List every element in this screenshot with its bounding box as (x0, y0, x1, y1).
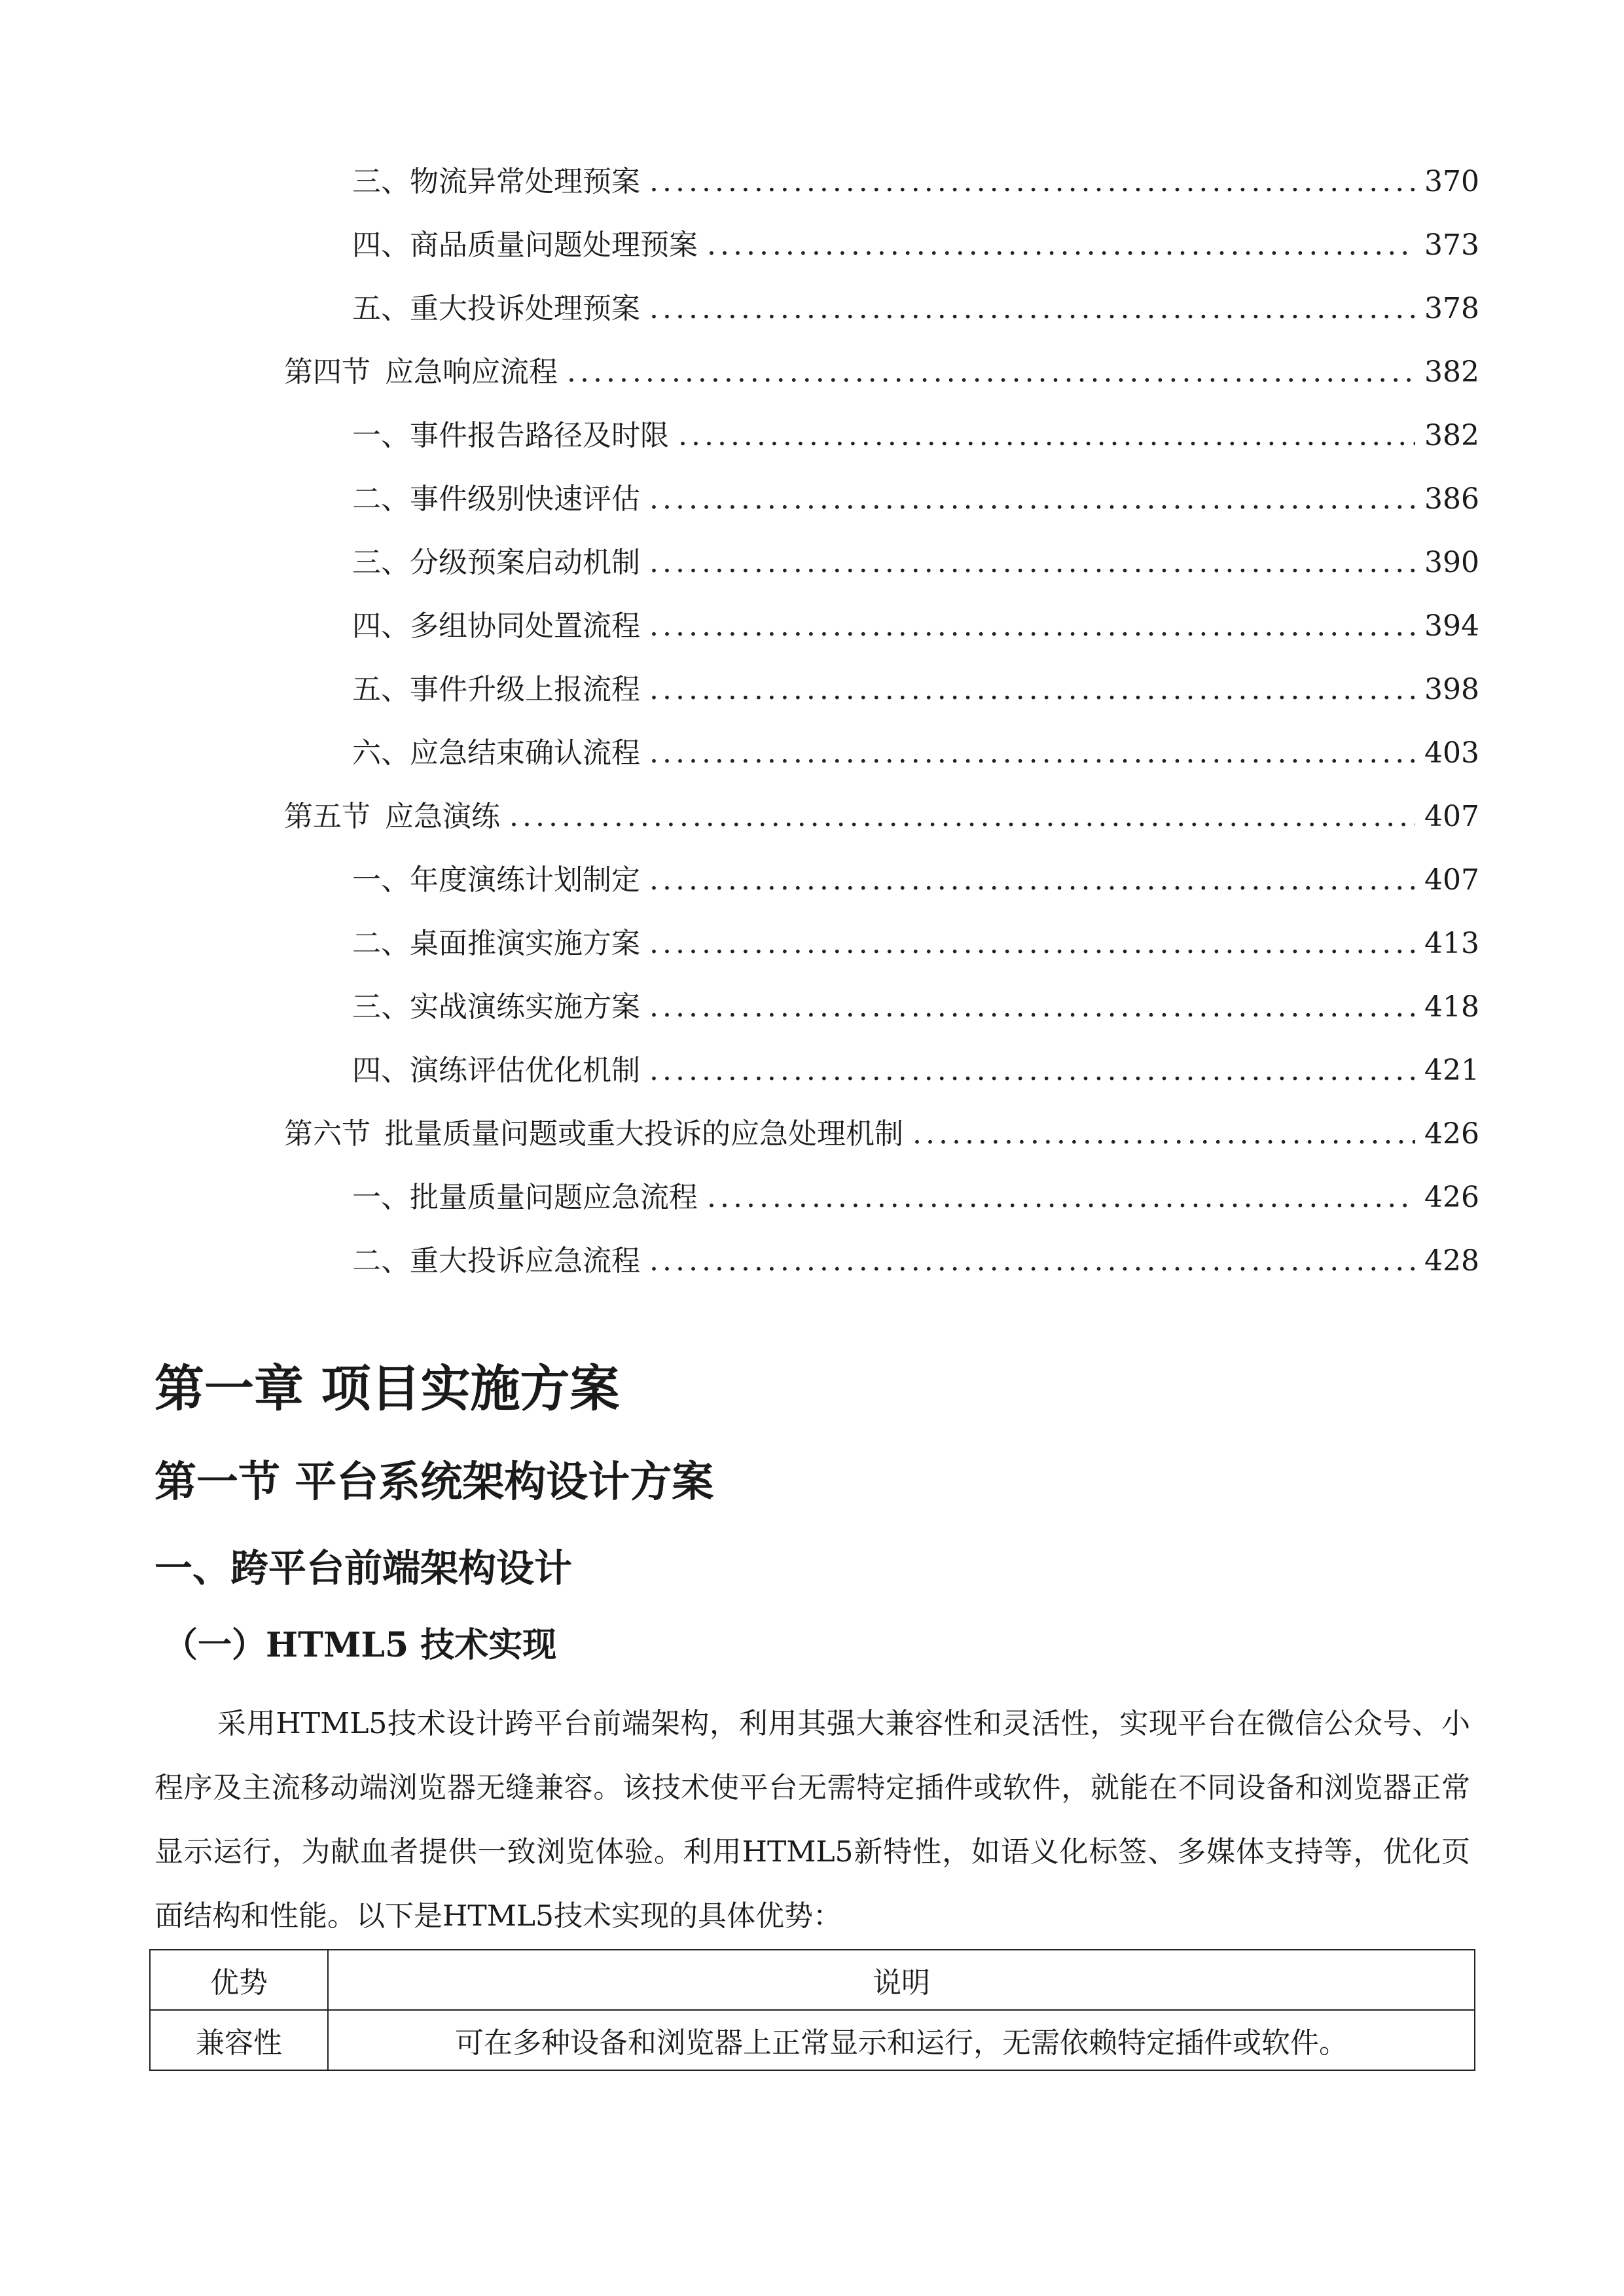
toc-title: 批量质量问题或重大投诉的应急处理机制 (385, 1117, 903, 1151)
toc-title: 商品质量问题处理预案 (410, 228, 698, 262)
toc-page-number: 382 (1424, 419, 1479, 452)
subsection-heading: 一、跨平台前端架构设计 (154, 1546, 573, 1590)
toc-page-number: 382 (1424, 355, 1479, 389)
toc-page-number: 426 (1424, 1117, 1479, 1151)
toc-number: 一、 (352, 863, 410, 897)
toc-entry[interactable] (284, 792, 1479, 831)
toc-number: 二、 (352, 482, 410, 516)
toc-number: 二、 (352, 927, 410, 960)
toc-leader-dots (649, 675, 1415, 704)
toc-number: 一、 (352, 1181, 410, 1214)
toc-leader-dots (649, 929, 1415, 958)
toc-page-number: 407 (1424, 863, 1479, 897)
toc-title: 分级预案启动机制 (410, 546, 640, 579)
toc-number: 一、 (352, 419, 410, 452)
toc-leader-dots (912, 1120, 1415, 1149)
toc-number: 五、 (352, 292, 410, 325)
chapter-heading: 第一章 项目实施方案 (154, 1359, 620, 1418)
toc-title: 应急演练 (385, 800, 500, 833)
toc-leader-dots (509, 802, 1415, 831)
toc-number: 三、 (352, 165, 410, 198)
toc-title: 应急结束确认流程 (410, 736, 640, 770)
toc-entry[interactable] (352, 538, 1479, 577)
toc-entry[interactable] (352, 157, 1479, 196)
toc-leader-dots (649, 295, 1415, 323)
toc-number: 第四节 (284, 355, 370, 389)
toc-title: 桌面推演实施方案 (410, 927, 640, 960)
table-row (150, 2010, 1475, 2070)
toc-page-number: 418 (1424, 990, 1479, 1024)
table-header-cell: 说明 (328, 1950, 1475, 2010)
toc-page-number: 403 (1424, 736, 1479, 770)
toc-entry[interactable] (352, 665, 1479, 704)
toc-title: 物流异常处理预案 (410, 165, 640, 198)
toc-title: 年度演练计划制定 (410, 863, 640, 897)
toc-leader-dots (649, 548, 1415, 577)
toc-entry[interactable] (352, 1236, 1479, 1276)
toc-number: 五、 (352, 673, 410, 706)
subsubsection-heading: （一）HTML5 技术实现 (164, 1625, 557, 1665)
toc-leader-dots (707, 1183, 1415, 1212)
toc-number: 四、 (352, 228, 410, 262)
toc-leader-dots (649, 612, 1415, 641)
toc-title: 事件升级上报流程 (410, 673, 640, 706)
toc-entry[interactable] (352, 855, 1479, 895)
toc-leader-dots (649, 739, 1415, 768)
toc-entry[interactable] (352, 475, 1479, 514)
table-cell: 可在多种设备和浏览器上正常显示和运行，无需依赖特定插件或软件。 (328, 2010, 1475, 2070)
toc-leader-dots (567, 358, 1415, 387)
toc-page-number: 394 (1424, 609, 1479, 643)
toc-leader-dots (649, 993, 1415, 1022)
body-paragraph: 采用HTML5技术设计跨平台前端架构，利用其强大兼容性和灵活性，实现平台在微信公众号、小程序及主流移动端浏览器无缝兼容。该技术使平台无需特定插件或软件，就能在不同设备和浏览器正常显示运行，为献血者提供一致浏览体验。利用HTML5新特性，如语义化标签、多媒体支持等，优化页面结构和性能。以下是HTML5技术实现的具体优势： (154, 1707, 1470, 1933)
toc-entry[interactable] (352, 411, 1479, 450)
toc-number: 六、 (352, 736, 410, 770)
toc-page-number: 413 (1424, 927, 1479, 960)
toc-page-number: 426 (1424, 1181, 1479, 1214)
toc-page-number: 407 (1424, 800, 1479, 833)
toc-page-number: 373 (1424, 228, 1479, 262)
toc-number: 四、 (352, 1054, 410, 1087)
toc-title: 事件报告路径及时限 (410, 419, 669, 452)
toc-title: 演练评估优化机制 (410, 1054, 640, 1087)
table-header-cell: 优势 (150, 1950, 328, 2010)
toc-number: 四、 (352, 609, 410, 643)
toc-page-number: 421 (1424, 1054, 1479, 1087)
table-cell: 兼容性 (150, 2010, 328, 2070)
toc-page-number: 398 (1424, 673, 1479, 706)
toc-entry[interactable] (284, 348, 1479, 387)
section-heading: 第一节 平台系统架构设计方案 (154, 1458, 714, 1507)
table-header-row (150, 1950, 1475, 2010)
toc-number: 第五节 (284, 800, 370, 833)
toc-title: 多组协同处置流程 (410, 609, 640, 643)
toc-leader-dots (649, 1056, 1415, 1085)
toc-number: 三、 (352, 990, 410, 1024)
toc-leader-dots (678, 422, 1415, 450)
toc-entry[interactable] (352, 728, 1479, 768)
toc-page-number: 386 (1424, 482, 1479, 516)
toc-title: 重大投诉应急流程 (410, 1244, 640, 1278)
toc-entry[interactable] (352, 1173, 1479, 1212)
toc-title: 实战演练实施方案 (410, 990, 640, 1024)
toc-entry[interactable] (352, 1046, 1479, 1085)
toc-entry[interactable] (352, 284, 1479, 323)
toc-entry[interactable] (284, 1109, 1479, 1149)
toc-entry[interactable] (352, 601, 1479, 641)
toc-number: 三、 (352, 546, 410, 579)
toc-page-number: 428 (1424, 1244, 1479, 1278)
toc-page-number: 390 (1424, 546, 1479, 579)
toc-title: 应急响应流程 (385, 355, 558, 389)
toc-number: 二、 (352, 1244, 410, 1278)
toc-page-number: 370 (1424, 165, 1479, 198)
toc-leader-dots (649, 1247, 1415, 1276)
advantages-table (149, 1949, 1475, 2071)
toc-entry[interactable] (352, 919, 1479, 958)
toc-leader-dots (649, 866, 1415, 895)
toc-page-number: 378 (1424, 292, 1479, 325)
toc-number: 第六节 (284, 1117, 370, 1151)
toc-entry[interactable] (352, 221, 1479, 260)
toc-title: 重大投诉处理预案 (410, 292, 640, 325)
toc-title: 事件级别快速评估 (410, 482, 640, 516)
toc-leader-dots (649, 485, 1415, 514)
toc-leader-dots (649, 168, 1415, 196)
toc-entry[interactable] (352, 982, 1479, 1022)
toc-leader-dots (707, 231, 1415, 260)
toc-title: 批量质量问题应急流程 (410, 1181, 698, 1214)
